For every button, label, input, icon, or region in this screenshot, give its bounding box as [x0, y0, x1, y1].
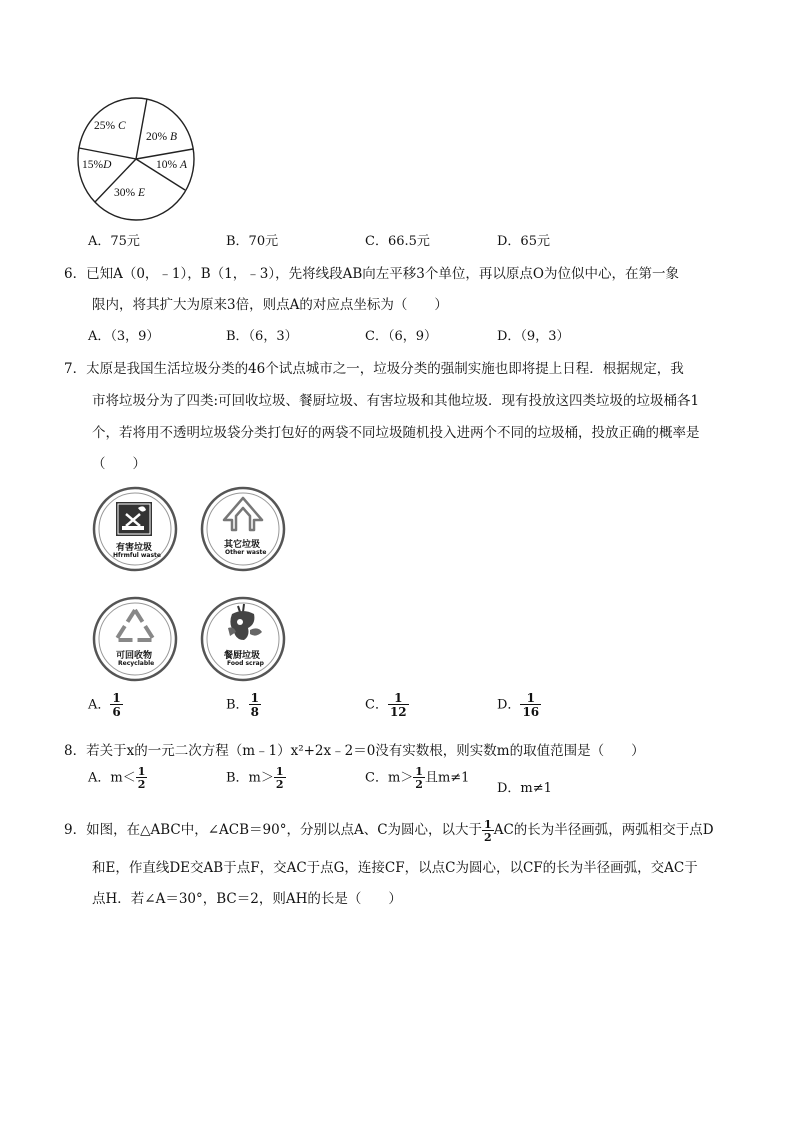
q5-option-b: B．70元: [226, 234, 279, 249]
q9-stem-line3: 点H．若∠A＝30°，BC＝2，则AH的长是（ ）: [92, 891, 402, 907]
q7-option-b-prefix: B．: [226, 697, 249, 713]
hazardous-bin-cn: 有害垃圾: [116, 543, 153, 553]
q9-line1-after: AC的长为半径画弧，两弧相交于点D: [493, 822, 714, 838]
hazardous-bin-en: Hfrmful waste: [113, 552, 161, 559]
hazardous-waste-bin: [92, 486, 178, 572]
recyclable-bin-en: Recyclable: [118, 660, 155, 667]
q7-d-den: 16: [522, 705, 540, 719]
q5-option-a: A．75元: [88, 234, 140, 249]
q8-option-d: D．m≠1: [497, 781, 552, 796]
recyclable-bin: [92, 596, 178, 682]
q8-option-c: [365, 766, 469, 790]
q6-stem-line2: 限内，将其扩大为原来3倍，则点A的对应点坐标为（ ）: [92, 297, 448, 313]
q8-a-prefix: A．m＜: [88, 770, 136, 786]
food-bin-en: Food scrap: [227, 660, 264, 667]
other-bin-cn: 其它垃圾: [224, 540, 261, 550]
pie-label-e-pct: 30% E: [114, 187, 145, 199]
q8-option-b: [226, 766, 286, 790]
pie-divider-cb: [136, 99, 147, 160]
food-scrap-bin: [200, 596, 286, 682]
q8-a-den: 2: [137, 778, 146, 791]
q8-c-suffix: 且m≠1: [424, 770, 470, 786]
q7-stem-line4: （ ）: [92, 456, 146, 472]
q6-option-c: C．（6，9）: [365, 329, 437, 344]
q7-stem-line1: 7．太原是我国生活垃圾分类的46个试点城市之一，垃圾分类的强制实施也即将提上日程．根据规定，我: [64, 361, 684, 377]
q9-stem-line1: [64, 818, 714, 843]
food-bin-cn: 餐厨垃圾: [224, 651, 261, 661]
pie-label-a-pct: 10% A: [156, 159, 187, 171]
q7-option-d: [497, 692, 541, 718]
q8-b-prefix: B．m＞: [226, 770, 274, 786]
q8-c-den: 2: [415, 778, 423, 791]
q8-option-a: [88, 766, 147, 790]
q8-a-num: 1: [137, 765, 146, 778]
q7-d-num: 1: [526, 691, 535, 705]
q8-b-den: 2: [275, 778, 284, 791]
pie-label-b-pct: 20% B: [146, 131, 177, 143]
pie-label-d-pct: 15%D: [82, 159, 112, 171]
q5-option-c: C．66.5元: [365, 234, 430, 249]
q6-stem-line1: 6．已知A（0，﹣1），B（1，﹣3），先将线段AB向左平移3个单位，再以原点O为位似中心，在第一象: [64, 266, 679, 282]
pie-chart: [74, 96, 198, 222]
q9-stem-line2: 和E，作直线DE交AB于点F，交AC于点G，连接CF，以点C为圆心，以CF的长为半径画弧，交AC于: [92, 860, 698, 876]
q7-b-num: 1: [250, 691, 259, 705]
q8-c-prefix: C．m＞: [365, 770, 414, 786]
q7-option-a: [88, 692, 123, 718]
q7-a-num: 1: [112, 691, 121, 705]
q8-stem: 8．若关于x的一元二次方程（m﹣1）x²+2x﹣2＝0没有实数根，则实数m的取值范围是（ ）: [64, 743, 645, 759]
q7-c-num: 1: [394, 691, 403, 705]
pie-divider-dc: [79, 148, 136, 159]
q5-option-d: D．65元: [497, 234, 550, 249]
q9-half-den: 2: [484, 830, 492, 844]
q7-b-den: 8: [250, 705, 259, 719]
q9-line1-before: 9．如图，在△ABC中，∠ACB＝90°，分别以点A、C为圆心，以大于: [64, 822, 483, 838]
q6-option-d: D．（9，3）: [497, 329, 570, 344]
q7-option-d-prefix: D．: [497, 697, 521, 713]
other-waste-bin: [200, 486, 286, 572]
q7-option-b: [226, 692, 261, 718]
q7-stem-line2: 市将垃圾分为了四类:可回收垃圾、餐厨垃圾、有害垃圾和其他垃圾．现有投放这四类垃圾的垃圾桶各1: [92, 393, 700, 409]
q6-option-a: A．（3，9）: [88, 329, 160, 344]
q8-c-num: 1: [415, 765, 423, 778]
q7-option-c-prefix: C．: [365, 697, 388, 713]
recyclable-bin-cn: 可回收物: [116, 651, 153, 661]
q6-option-b: B．（6，3）: [226, 329, 298, 344]
other-bin-en: Other waste: [225, 549, 267, 556]
q7-a-den: 6: [112, 705, 121, 719]
q7-option-c: [365, 692, 409, 718]
pie-label-c-pct: 25% C: [94, 120, 126, 132]
pie-divider-ba: [136, 149, 193, 159]
q9-half-num: 1: [484, 817, 492, 831]
q8-b-num: 1: [275, 765, 284, 778]
q7-stem-line3: 个，若将用不透明垃圾袋分类打包好的两袋不同垃圾随机投入进两个不同的垃圾桶，投放正确的概率是: [92, 425, 700, 441]
q7-option-a-prefix: A．: [88, 697, 111, 713]
q7-c-den: 12: [389, 705, 407, 719]
